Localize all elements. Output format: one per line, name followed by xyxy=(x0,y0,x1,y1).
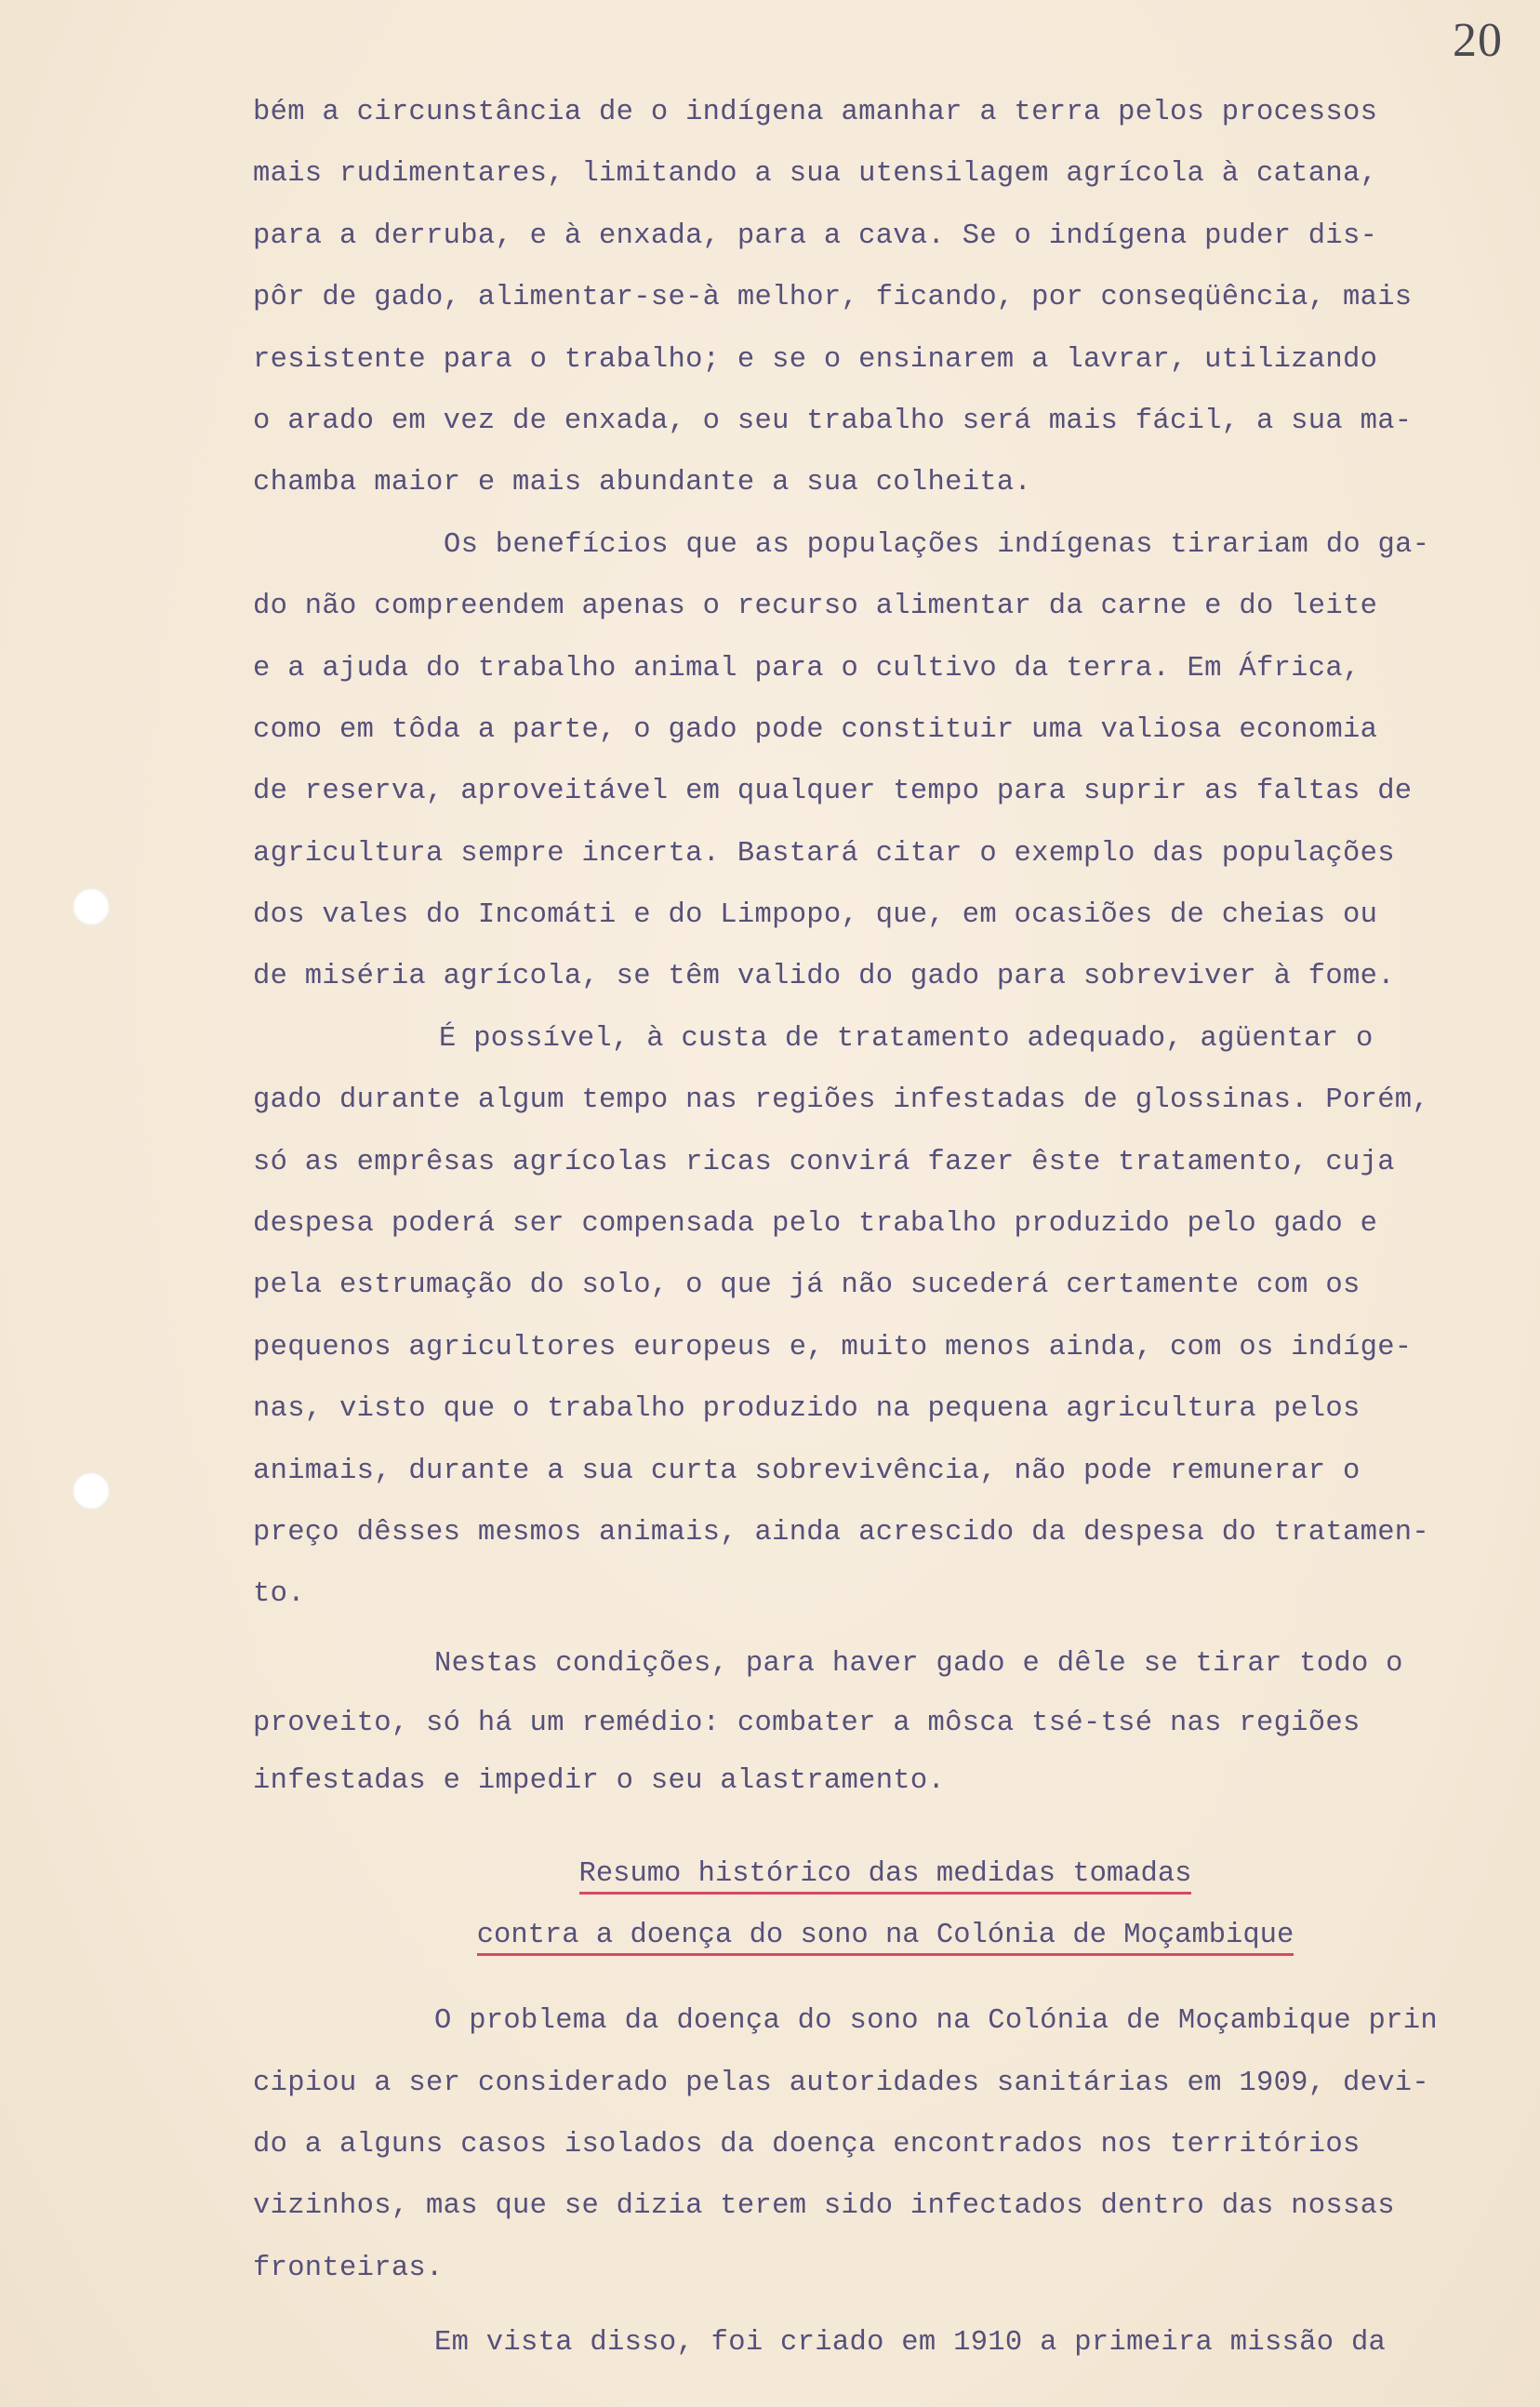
text-line: pequenos agricultores europeus e, muito menos ainda, com os indíge- xyxy=(253,1331,1413,1363)
punch-hole-bottom xyxy=(73,1472,110,1509)
text-line: O problema da doença do sono na Colónia de Moçambique prin xyxy=(434,2005,1438,2038)
text-line: bém a circunstância de o indígena amanhar a terra pelos processos xyxy=(253,97,1378,128)
text-line: para a derruba, e à enxada, para a cava. Se o indígena puder dis- xyxy=(253,219,1378,252)
text-line: do a alguns casos isolados da doença encontrados nos territórios xyxy=(253,2128,1361,2161)
text-line: pôr de gado, alimentar-se-à melhor, ficando, por conseqüência, mais xyxy=(253,282,1413,314)
text-line: de reserva, aproveitável em qualquer tempo para suprir as faltas de xyxy=(253,776,1413,808)
text-line: dos vales do Incomáti e do Limpopo, que, em ocasiões de cheias ou xyxy=(253,899,1378,932)
heading-text: contra a doença do sono na Colónia de Moçambique xyxy=(477,1920,1294,1956)
section-heading xyxy=(253,1843,1518,1966)
body-text xyxy=(253,82,1518,2374)
text-line: só as emprêsas agrícolas ricas convirá fazer êste tratamento, cuja xyxy=(253,1146,1395,1178)
heading-text: Resumo histórico das medidas tomadas xyxy=(579,1858,1192,1895)
paragraph-3 xyxy=(253,1008,1518,1626)
section-heading-line-1 xyxy=(253,1843,1518,1905)
text-line: do não compreendem apenas o recurso alimentar da carne e do leite xyxy=(253,591,1378,623)
text-line: cipiou a ser considerado pelas autoridades sanitárias em 1909, devi- xyxy=(253,2067,1430,2099)
text-line: animais, durante a sua curta sobrevivência, não pode remunerar o xyxy=(253,1455,1361,1487)
text-line: fronteiras. xyxy=(253,2252,444,2284)
text-line: chamba maior e mais abundante a sua colheita. xyxy=(253,467,1032,499)
text-line: mais rudimentares, limitando a sua utensilagem agrícola à catana, xyxy=(253,158,1378,191)
text-line: preço dêsses mesmos animais, ainda acrescido da despesa do tratamen- xyxy=(253,1516,1430,1549)
paragraph-4 xyxy=(253,1633,1518,1810)
text-line: de miséria agrícola, se têm valido do gado para sobreviver à fome. xyxy=(253,961,1395,993)
page-number: 20 xyxy=(1453,14,1503,67)
text-line: despesa poderá ser compensada pelo trabalho produzido pelo gado e xyxy=(253,1208,1378,1241)
text-line: como em tôda a parte, o gado pode constituir uma valiosa economia xyxy=(253,713,1378,746)
text-line: infestadas e impedir o seu alastramento. xyxy=(253,1765,946,1798)
text-line: vizinhos, mas que se dizia terem sido infectados dentro das nossas xyxy=(253,2190,1395,2223)
paragraph-2 xyxy=(253,514,1518,1008)
text-line: Em vista disso, foi criado em 1910 a primeira missão da xyxy=(434,2327,1387,2360)
punch-hole-top xyxy=(73,888,110,925)
text-line: É possível, à custa de tratamento adequado, agüentar o xyxy=(439,1022,1374,1055)
text-line: agricultura sempre incerta. Bastará citar o exemplo das populações xyxy=(253,837,1395,870)
text-line: Os benefícios que as populações indígenas tirariam do ga- xyxy=(444,528,1430,561)
text-line: e a ajuda do trabalho animal para o cultivo da terra. Em África, xyxy=(253,652,1361,685)
text-line: nas, visto que o trabalho produzido na pequena agricultura pelos xyxy=(253,1393,1361,1426)
text-line: gado durante algum tempo nas regiões infestadas de glossinas. Porém, xyxy=(253,1084,1430,1117)
text-line: resistente para o trabalho; e se o ensinarem a lavrar, utilizando xyxy=(253,343,1378,376)
paragraph-5 xyxy=(253,1990,1518,2299)
text-line: to. xyxy=(253,1578,305,1611)
paragraph-1 xyxy=(253,82,1518,514)
text-line: Nestas condições, para haver gado e dêle se tirar todo o xyxy=(434,1647,1403,1680)
section-heading-line-2 xyxy=(253,1905,1518,1966)
text-line: o arado em vez de enxada, o seu trabalho será mais fácil, a sua ma- xyxy=(253,405,1413,437)
text-line: pela estrumação do solo, o que já não sucederá certamente com os xyxy=(253,1270,1361,1302)
paragraph-6 xyxy=(253,2312,1518,2374)
text-line: proveito, só há um remédio: combater a môsca tsé-tsé nas regiões xyxy=(253,1708,1361,1740)
